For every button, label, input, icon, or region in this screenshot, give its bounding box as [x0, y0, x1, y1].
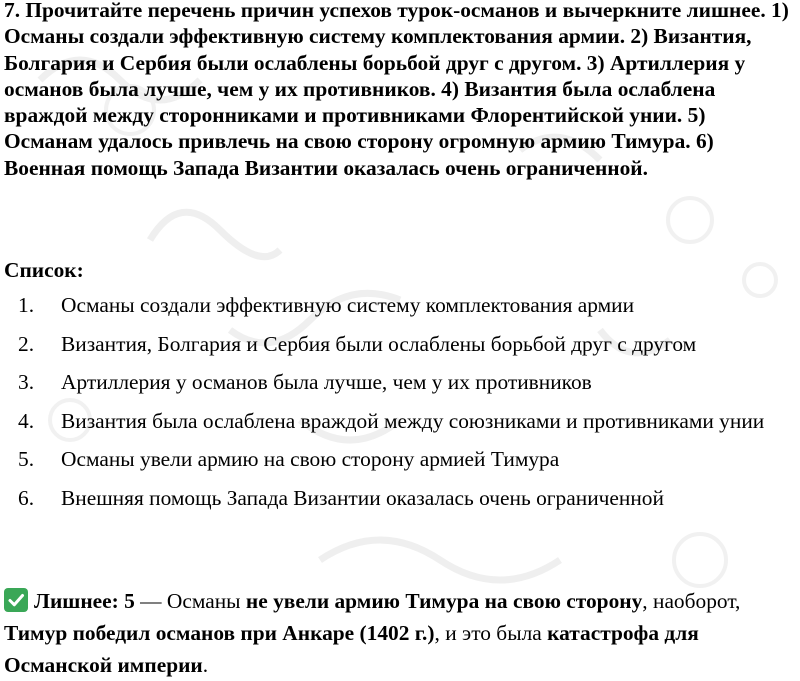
list-item-text: Внешняя помощь Запада Византии оказалась очень ограниченной [61, 485, 664, 510]
list-item-number: 6. [18, 485, 35, 510]
list-item [18, 446, 788, 472]
answer-bold-2: Тимур победил османов при Анкаре (1402 г.) [4, 621, 435, 645]
answer-bold-1: не увели армию Тимура на свою сторону [245, 589, 643, 613]
list-item-text: Византия была ослаблена враждой между союзниками и противниками унии [61, 408, 765, 433]
list-item [18, 331, 788, 357]
list-item [18, 408, 788, 434]
list-item [18, 292, 788, 318]
list-item-number: 1. [18, 293, 35, 317]
list-item [18, 485, 788, 511]
list-item-number: 2. [18, 331, 35, 356]
answer-end: . [202, 653, 209, 677]
answer-paragraph [4, 585, 798, 681]
list-item-text: Артиллерия у османов была лучше, чем у их противников [61, 370, 592, 394]
list-item-text: Османы увели армию на свою сторону армией Тимура [61, 447, 560, 471]
list-item-number: 5. [18, 447, 35, 471]
list-title: Список: [4, 258, 84, 282]
answer-mid-2: , и это была [434, 621, 548, 645]
list-item-number: 3. [18, 370, 35, 394]
list-item [18, 369, 788, 395]
answer-bold-3: катастрофа для Османской империи [4, 621, 699, 677]
list-item-text: Османы создали эффективную систему комплектования армии [61, 293, 635, 317]
list-item-number: 4. [18, 408, 35, 433]
check-mark-icon [4, 588, 28, 612]
answer-label: Лишнее: 5 [34, 589, 135, 613]
task-text: 7. Прочитайте перечень причин успехов турок-османов и вычеркните лишнее. 1) Османы создали эффективную систему комплектования армии. 2) Византия, Болгария и Сербия были ослаблены борьбой друг с другом. 3) Артиллерия у османов была лучше, чем у их противников. 4) Византия была ослаблена враждой между сторонниками и противниками Флорентийской унии. 5) Османам удалось привлечь на свою сторону огромную армию Тимура. 6) Военная помощь Запада Византии оказалась очень ограниченной. [4, 0, 789, 180]
answer-mid-1: , наоборот, [642, 589, 741, 613]
reasons-list [18, 292, 788, 523]
answer-dash: — Османы [134, 589, 246, 613]
list-item-text: Византия, Болгария и Сербия были ослаблены борьбой друг с другом [61, 331, 697, 356]
